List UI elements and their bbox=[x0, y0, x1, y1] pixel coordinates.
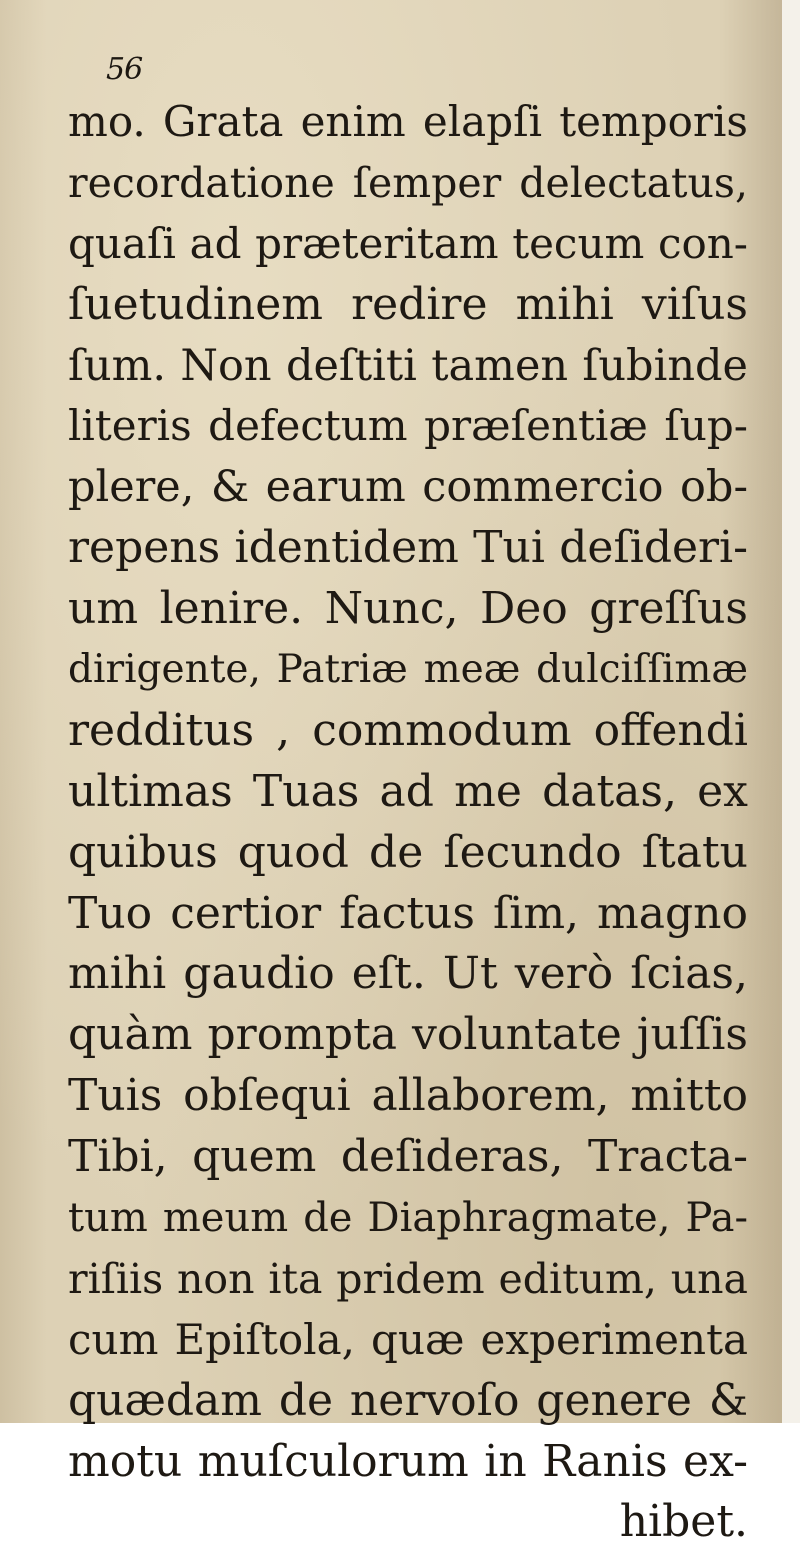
text-line: tum meum de Diaphragmate, Pa- bbox=[68, 1195, 748, 1242]
text-line: Tuis obſequi allaborem, mitto bbox=[68, 1070, 748, 1122]
text-line: recordatione ſemper delectatus, bbox=[68, 158, 748, 207]
text-line: literis defectum præſentiæ ſup- bbox=[68, 401, 748, 451]
text-line: Tuo certior factus ſim, magno bbox=[68, 887, 748, 939]
text-line: repens identidem Tui deſideri- bbox=[68, 522, 748, 574]
text-line: ſuetudinem redire mihi viſus bbox=[68, 278, 748, 330]
text-line: quàm prompta voluntate juſſis bbox=[68, 1009, 748, 1061]
text-line: redditus , commodum offendi bbox=[68, 704, 748, 756]
text-line: ſum. Non deſtiti tamen ſubinde bbox=[68, 340, 748, 391]
scan-margin bbox=[782, 0, 800, 1423]
text-line: quædam de nervoſo genere & bbox=[68, 1374, 748, 1426]
text-line: dirigente, Patriæ meæ dulciſſimæ bbox=[68, 647, 748, 693]
text-line: ultimas Tuas ad me datas, ex bbox=[68, 765, 748, 817]
text-line: riſiis non ita pridem editum, una bbox=[68, 1254, 748, 1303]
text-line: quibus quod de ſecundo ſtatu bbox=[68, 826, 748, 878]
text-line: plere, & earum commercio ob- bbox=[68, 462, 748, 513]
text-line: um lenire. Nunc, Deo greſſus bbox=[68, 583, 748, 635]
text-line: cum Epiſtola, quæ experimenta bbox=[68, 1314, 748, 1364]
text-line: mihi gaudio eſt. Ut verò ſcias, bbox=[68, 948, 748, 1000]
text-line: Tibi, quem deſideras, Tracta- bbox=[68, 1131, 748, 1183]
text-line: motu muſculorum in Ranis ex- bbox=[68, 1435, 748, 1487]
text-line: quaſi ad præteritam tecum con- bbox=[68, 218, 748, 268]
text-line: mo. Grata enim elapſi temporis bbox=[68, 97, 748, 146]
body-text bbox=[68, 92, 748, 1553]
page-number: 56 bbox=[106, 52, 143, 87]
text-line: hibet. bbox=[619, 1496, 748, 1548]
